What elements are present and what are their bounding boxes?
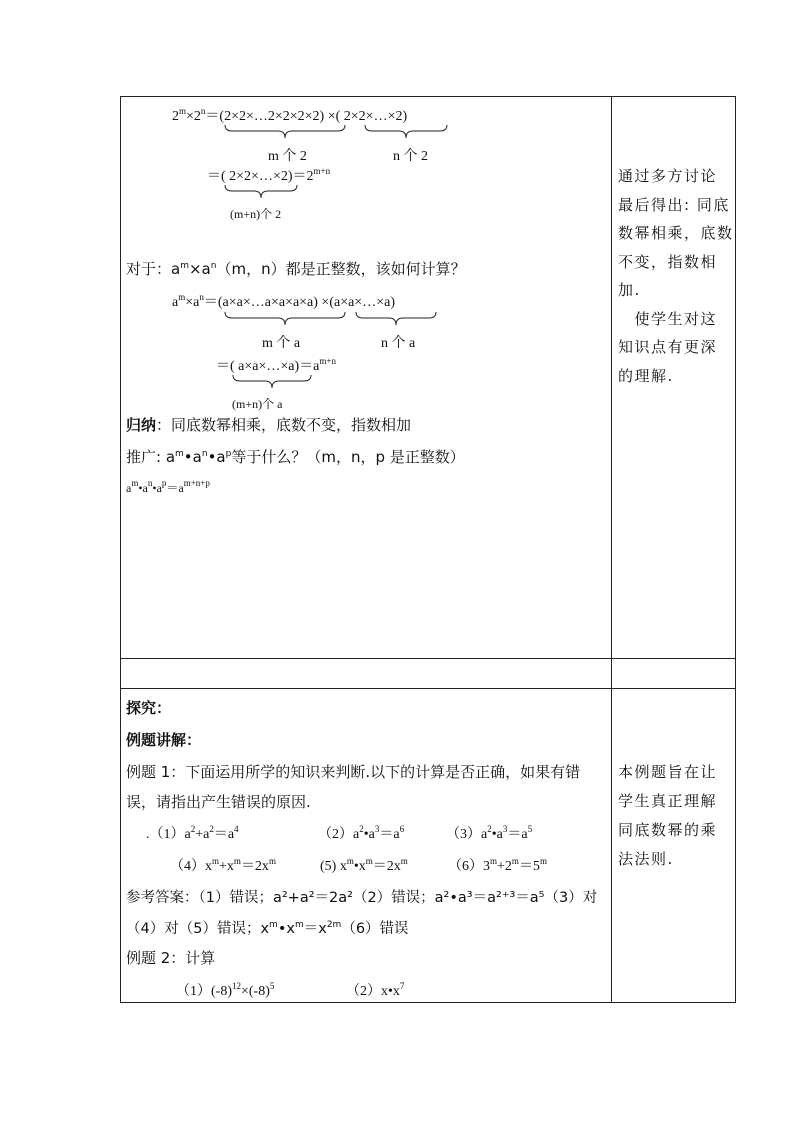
note-line: 同底数幂的乘 [618,821,718,839]
question-line: 对于：$a^m\times a^n(m$，n）都是正整数，该如何计算？ [126,260,466,278]
note-line: 加. [618,281,641,299]
note-line: 学生真正理解 [618,792,718,810]
answer-line2: （4）对（5）错误；$x^m•x^m=x^{2m}(6)$错误 [126,920,409,937]
underbrace-n2 [364,124,448,140]
formula-2m-times-2n: $2^m\times 2^n=(2\times 2\times\dots 2\times 2\times 2\times 2)$ ×( 2×2×…×2) [172,106,408,124]
explore-heading: 探究： [126,699,172,717]
note-line: 的理解. [618,366,674,385]
example1-line1: 例题 1：下面运用所学的知识来判断.以下的计算是否正确，如果有错 [126,763,581,781]
underbrace-m2 [224,124,346,140]
example1-item-6: $(6)3^m+2^m=5^m$ [448,856,547,874]
note-line: 最后得出: 同底 [618,195,730,214]
bottom-note [618,758,732,874]
top-note [618,162,732,390]
note-line: 数幂相乘，底数 [618,224,734,242]
brace-label-mna: (m+n)个 a [232,397,283,411]
example-heading: 例题讲解： [126,731,202,749]
example1-item-2: $(2)a^2•a^3=a^6$ [318,824,405,842]
example2-title: 例题 2：计算 [126,949,216,967]
note-line: 本例题旨在让 [618,763,718,781]
brace-label-n2: n 个 2 [393,149,428,164]
note-line: 使学生对这 [618,309,718,328]
row-divider-2 [120,688,736,689]
example2-item-2: $(2)x•x^7$ [346,981,405,999]
underbrace-mn2 [224,184,298,200]
answer-line1: 参考答案：（1）错误；a²+a²＝2a²（2）错误；a²•a³＝a²⁺³＝a⁵（3）对 [126,890,598,906]
formula-2-m-plus-n: ＝( $2\times 2\times\dots\times 2)=2^{m+n}$ [207,166,331,184]
note-line: 知识点有更深 [618,338,718,356]
example2-item-1: $(1)(-8)^{12}\times(-8)^5$ [176,981,275,999]
formula-am-times-an: $a^m\times a^n=(a\times a\times\dots a\times a\times a\times a)$ ×(a×a×…×a) [172,292,395,310]
brace-label-mn2: (m+n)个 2 [230,207,282,221]
column-divider [611,96,612,1003]
example1-item-4: $(4)x^m+x^m=2x^m$ [170,856,276,874]
note-line: 法法则. [618,850,674,868]
summary-line: 归纳：同底数幂相乘，底数不变，指数相加 [126,416,412,434]
example1-item-5: (5) $x^m•x^m=2x^m$ [320,856,408,874]
brace-label-na: n 个 a [381,336,416,351]
example1-item-3: $(3)a^2•a^3=a^5$ [446,824,533,842]
table-border-right [735,96,736,1003]
brace-label-ma: m 个 a [262,336,301,351]
underbrace-ma [224,311,346,327]
table-border-left [120,96,121,1003]
table-border-bottom [120,1002,736,1003]
underbrace-na [355,311,437,327]
underbrace-mna [232,374,312,390]
example1-item-1: $.(1)a^2+a^2=a^4$ [146,824,239,842]
extend-result: $a^m•a^n•a^p=a^{m+n+p}$ [126,478,210,495]
row-divider-1 [120,658,736,659]
table-border-top [120,96,736,97]
formula-a-m-plus-n: ＝( $a\times a\times\dots\times a)=a^{m+n}$ [216,356,336,374]
note-line: 不变，指数相 [618,252,718,271]
extend-line: 推广: $a^m•a^n•a^p$等于什么？（m，n，p 是正整数） [126,448,465,466]
note-line: 通过多方讨论 [618,167,718,185]
example1-line2: 误，请指出产生错误的原因. [126,793,311,811]
brace-label-m2: m 个 2 [268,149,307,164]
